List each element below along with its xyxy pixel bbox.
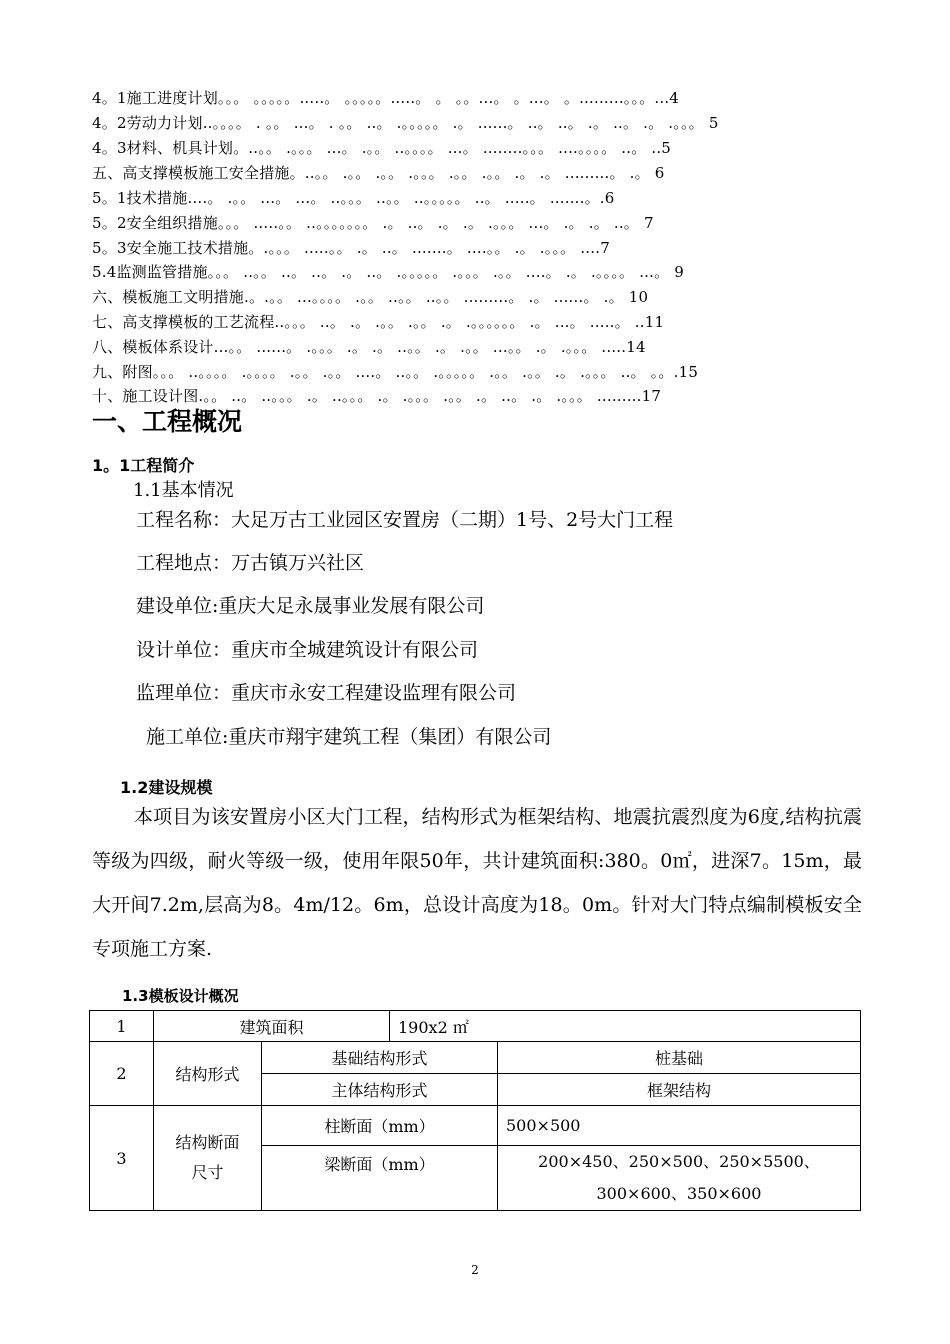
table-value: 190x2 ㎡: [390, 1011, 861, 1042]
table-value: 500×500: [498, 1106, 861, 1146]
toc-entry[interactable]: 4。3材料、机具计划。..。。 .。。。 ...。 .。。 ..。。。。 ...。 ........。。。 ....。。。。 ..。 ..5: [92, 139, 672, 157]
chapter-heading: 一、工程概况: [92, 407, 243, 436]
toc-entry[interactable]: 5。2安全组织措施。。。 .....。。 ..。。。。。。。 .。 ..。 .。 .。 .。。。 ...。 .。 .。 ..。 7: [92, 214, 654, 232]
table-value-line: 200×450、250×500、250×5500、: [538, 1152, 820, 1171]
section-heading-1-2: 1.2建设规模: [120, 778, 213, 797]
table-row: [90, 1011, 861, 1042]
supervisor-line: 监理单位：重庆市永安工程建设监理有限公司: [136, 682, 517, 704]
formwork-design-table: [89, 1010, 861, 1211]
toc-entry[interactable]: 十、施工设计图.。。 ..。 ..。。。 .。 ..。。。 .。 .。。。 .。。 .。 ..。 .。 .。。。 .........17: [92, 387, 662, 405]
toc-entry[interactable]: 5.4监测监管措施。。。 ..。。 ..。 ..。 .。 ..。 .。。。。。 .。。。 .。。 ....。 .。 .。。。。 ...。 9: [92, 263, 685, 281]
page-number: 2: [471, 1263, 479, 1277]
contractor-line: 施工单位:重庆市翔宇建筑工程（集团）有限公司: [146, 726, 552, 748]
table-sublabel: 梁断面（mm）: [262, 1146, 498, 1211]
table-row: [90, 1106, 861, 1146]
table-label: 建筑面积: [154, 1011, 390, 1042]
table-row: [90, 1042, 861, 1074]
row-number: 1: [90, 1011, 154, 1042]
toc-entry[interactable]: 六、模板施工文明措施.。.。。 ...。。。。 .。。 ..。。 ..。。 .........。 .。 ......。 .。 10: [92, 288, 649, 306]
subsection-heading: 1.1基本情况: [133, 480, 234, 501]
row-number: 2: [90, 1042, 154, 1106]
toc-entry[interactable]: 五、高支撑模板施工安全措施。..。。 .。。 .。。 .。。。 .。。 .。。 .。 .。 .........。 .。 6: [92, 164, 665, 182]
project-location-line: 工程地点：万古镇万兴社区: [136, 552, 365, 574]
owner-line: 建设单位:重庆大足永晟事业发展有限公司: [136, 595, 485, 617]
toc-entry[interactable]: 4。2劳动力计划..。。。。 . 。。 ...。 . 。。 ..。 .。。。。。 .。 ......。 ..。 ..。 .。 ..。 .。 .。。。 5: [92, 114, 719, 132]
table-value: 桩基础: [498, 1042, 861, 1074]
designer-line: 设计单位：重庆市全城建筑设计有限公司: [136, 639, 479, 661]
table-label-line: 尺寸: [191, 1163, 224, 1182]
section-heading-1-3: 1.3模板设计概况: [122, 987, 239, 1005]
row-number: 3: [90, 1106, 154, 1211]
table-value: 框架结构: [498, 1074, 861, 1106]
toc-entry[interactable]: 七、高支撑模板的工艺流程..。。。 ..。 .。 .。。 .。。 .。 .。。。。。。 .。 ...。 .....。 ..11: [92, 313, 665, 331]
table-value-line: 300×600、350×600: [596, 1184, 762, 1203]
table-label-line: 结构断面: [175, 1133, 240, 1152]
table-label: [154, 1106, 262, 1211]
toc-entry[interactable]: 5。3安全施工技术措施。.。。。 .....。。 .。 ..。 .......。 ....。。 .。 .。。。 ....7: [92, 239, 610, 257]
section-heading-1-1: 1。1工程简介: [92, 456, 195, 475]
toc-entry[interactable]: 八、模板体系设计...。。 ......。 .。。。 .。 .。 ..。。 .。 .。。 ...。。 .。 .。。。 .....14: [92, 338, 646, 356]
toc-entry[interactable]: 5。1技术措施....。 .。。 ...。 ...。 ..。。。 ..。。 ..。。。。。 ..。 .....。 .......。.6: [92, 189, 615, 207]
table-sublabel: 柱断面（mm）: [262, 1106, 498, 1146]
table-label: 结构形式: [154, 1042, 262, 1106]
table-sublabel: 主体结构形式: [262, 1074, 498, 1106]
project-name-line: 工程名称：大足万古工业园区安置房（二期）1号、2号大门工程: [136, 509, 674, 531]
toc-entry[interactable]: 九、附图。。。 ..。。。。 .。。。。 .。。 .。。 ....。 ..。。 .。。。。。 .。。 .。。 .。 .。。。 ..。 。。.15: [92, 363, 699, 381]
table-value: [498, 1146, 861, 1211]
scale-paragraph: 本项目为该安置房小区大门工程，结构形式为框架结构、地震抗震烈度为6度,结构抗震等级为四级，耐火等级一级，使用年限50年，共计建筑面积:380。0㎡，进深7。15m，最大开间7.2m,层高为8。4m/12。6m，总设计高度为18。0m。针对大门特点编制模板安全专项施工方案.: [92, 806, 862, 960]
toc-entry[interactable]: 4。1施工进度计划。。。 。。。。。.....。 。。。。。.....。 。 。。...。 。...。 。.........。。。...4: [92, 89, 680, 107]
table-sublabel: 基础结构形式: [262, 1042, 498, 1074]
